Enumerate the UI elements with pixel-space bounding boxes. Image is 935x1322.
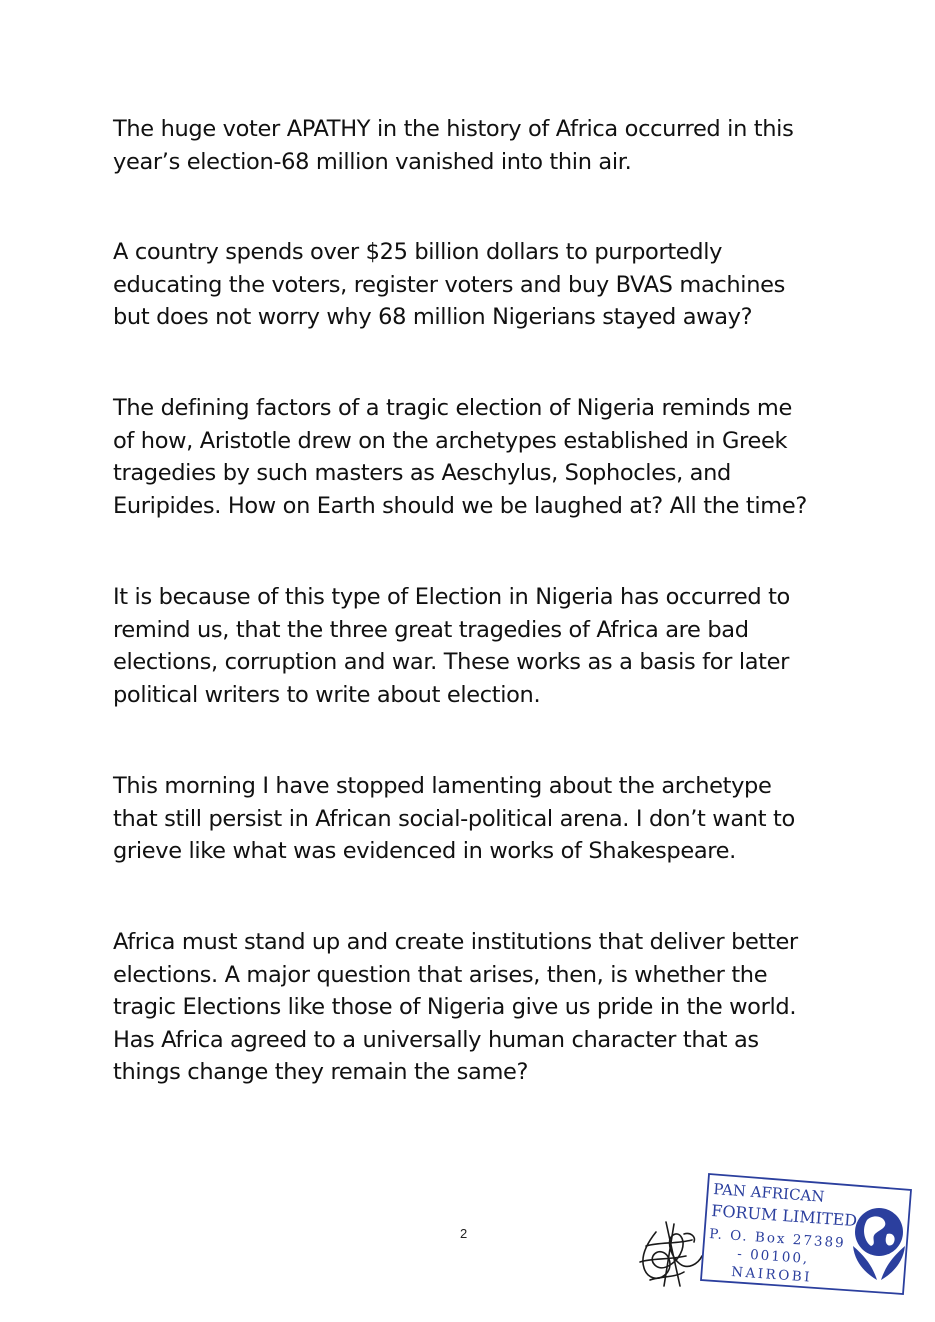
paragraph-three-tragedies — [113, 581, 825, 711]
stamp-line-2: FORUM LIMITED — [710, 1201, 858, 1231]
text-line: of how, Aristotle drew on the archetypes established in Greek — [113, 427, 788, 454]
text-line: Euripides. How on Earth should we be laughed at? All the time? — [113, 492, 807, 519]
text-line: political writers to write about election. — [113, 681, 541, 708]
paragraph-voter-apathy — [113, 113, 825, 178]
signature-image — [626, 1212, 708, 1292]
text-line: that still persist in African social-political arena. I don’t want to — [113, 805, 795, 832]
paragraph-africa-stand-up — [113, 926, 825, 1089]
paragraph-lamenting — [113, 770, 825, 868]
globe-hands-icon — [853, 1208, 905, 1280]
text-line: The defining factors of a tragic election of Nigeria reminds me — [113, 395, 792, 421]
text-line: A country spends over $25 billion dollars to purportedly — [113, 239, 723, 265]
text-line: but does not worry why 68 million Nigerians stayed away? — [113, 304, 753, 330]
text-line: The huge voter APATHY in the history of Africa occurred in this — [113, 116, 794, 142]
paragraph-election-spending — [113, 236, 825, 334]
page-number: 2 — [460, 1226, 468, 1241]
stamp-line-5: NAIROBI — [730, 1264, 813, 1286]
text-line: tragic Elections like those of Nigeria give us pride in the world. — [113, 994, 797, 1020]
text-line: Has Africa agreed to a universally human character that as — [113, 1026, 759, 1053]
stamp-line-4: - 00100, — [736, 1246, 810, 1268]
text-line: elections. A major question that arises, then, is whether the — [113, 961, 768, 988]
text-line: tragedies by such masters as Aeschylus, Sophocles, and — [113, 460, 731, 486]
stamp-line-1: PAN AFRICAN — [712, 1180, 826, 1206]
text-line: educating the voters, register voters and buy BVAS machines — [113, 271, 785, 298]
text-line: It is because of this type of Election in Nigeria has occurred to — [113, 584, 790, 610]
text-line: Africa must stand up and create institutions that deliver better — [113, 929, 798, 955]
company-stamp — [697, 1168, 915, 1296]
text-line: remind us, that the three great tragedies of Africa are bad — [113, 616, 749, 643]
text-line: grieve like what was evidenced in works of Shakespeare. — [113, 838, 736, 864]
text-line: This morning I have stopped lamenting about the archetype — [113, 773, 772, 799]
paragraph-greek-tragedies — [113, 392, 825, 522]
text-line: elections, corruption and war. These works as a basis for later — [113, 649, 790, 675]
text-line: year’s election-68 million vanished into thin air. — [113, 148, 632, 175]
stamp-line-3: P. O. Box 27389 — [708, 1226, 847, 1252]
text-line: things change they remain the same? — [113, 1059, 529, 1085]
